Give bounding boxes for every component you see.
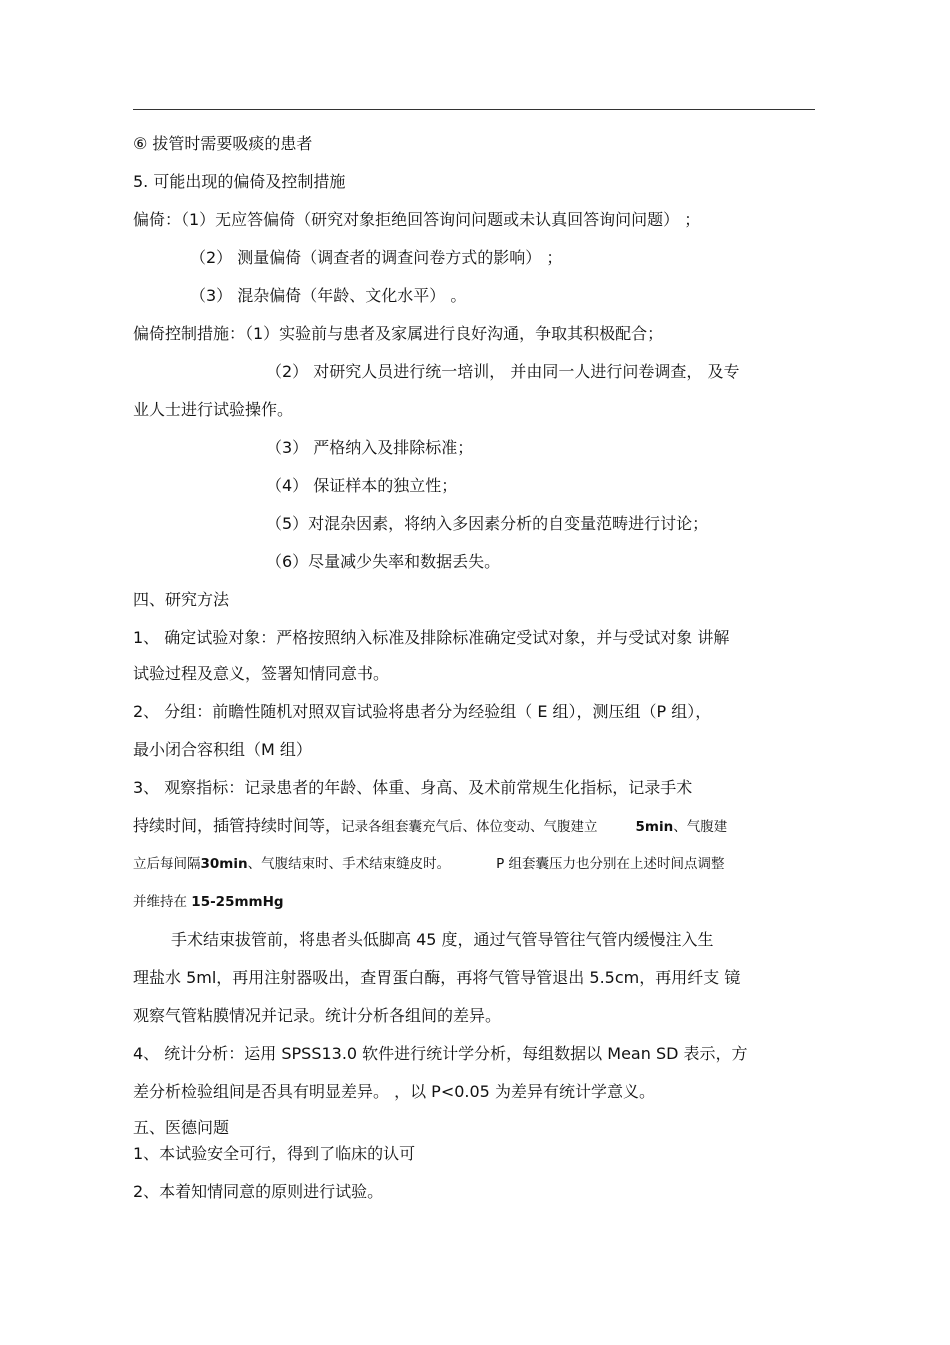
mixed-line (133, 853, 725, 875)
text-line: （5）对混杂因素，将纳入多因素分析的自变量范畴进行讨论； (266, 514, 709, 533)
text-line: 2、本着知情同意的原则进行试验。 (133, 1182, 384, 1201)
header-rule (133, 109, 815, 110)
text-line: 5. 可能出现的偏倚及控制措施 (133, 172, 346, 191)
text-span: 并维持在 (133, 894, 187, 910)
text-line: 观察气管粘膜情况并记录。统计分析各组间的差异。 (133, 1006, 502, 1025)
text-line: 1、本试验安全可行，得到了临床的认可 (133, 1144, 416, 1163)
text-line: 最小闭合容积组（M 组） (133, 740, 312, 759)
text-line: 1、 确定试验对象：严格按照纳入标准及排除标准确定受试对象，并与受试对象 讲解 (133, 628, 730, 647)
text-span: 持续时间，插管持续时间等， (133, 816, 342, 835)
text-line: （2） 对研究人员进行统一培训， 并由同一人进行问卷调查， 及专 (266, 362, 740, 381)
text-line: 差分析检验组间是否具有明显差异。 ，以 P<0.05 为差异有统计学意义。 (133, 1082, 655, 1101)
text-line: 手术结束拔管前，将患者头低脚高 45 度，通过气管导管往气管内缓慢注入生 (171, 930, 714, 949)
text-span: 记录各组套囊充气后、体位变动、气腹建立 (341, 819, 598, 835)
text-span: 15-25mmHg (191, 894, 284, 910)
text-line: 试验过程及意义，签署知情同意书。 (133, 664, 390, 683)
text-span: 立后每间隔 (133, 856, 201, 872)
text-line: 2、 分组：前瞻性随机对照双盲试验将患者分为经验组（ E 组），测压组（P 组）， (133, 702, 712, 721)
section-heading: 五、医德问题 (133, 1118, 230, 1137)
text-line: （3） 混杂偏倚（年龄、文化水平） 。 (190, 286, 467, 305)
text-line: （4） 保证样本的独立性； (266, 476, 458, 495)
text-line: 业人士进行试验操作。 (133, 400, 294, 419)
text-line: （3） 严格纳入及排除标准； (266, 438, 474, 457)
text-span: 、气腹结束时、手术结束缝皮时。 (247, 856, 451, 872)
text-line: 偏倚控制措施：（1）实验前与患者及家属进行良好沟通，争取其积极配合； (133, 324, 664, 343)
text-span: 5min (635, 819, 674, 835)
mixed-line (133, 891, 284, 913)
text-span: 、气腹建 (673, 819, 728, 835)
text-line: 3、 观察指标：记录患者的年龄、体重、身高、及术前常规生化指标，记录手术 (133, 778, 693, 797)
section-heading: 四、研究方法 (133, 590, 230, 609)
text-line: 理盐水 5ml，再用注射器吸出，查胃蛋白酶，再将气管导管退出 5.5cm，再用纤支 镜 (133, 968, 741, 987)
mixed-line (133, 815, 727, 838)
text-line: （6）尽量减少失率和数据丢失。 (266, 552, 501, 571)
text-line: 4、 统计分析：运用 SPSS13.0 软件进行统计学分析，每组数据以 Mean SD 表示，方 (133, 1044, 748, 1063)
text-span: P 组套囊压力也分别在上述时间点调整 (496, 856, 725, 872)
text-line: ⑥ 拔管时需要吸痰的患者 (133, 134, 313, 153)
text-line: 偏倚：（1）无应答偏倚（研究对象拒绝回答询问问题或未认真回答询问问题） ； (133, 210, 701, 229)
text-line: （2） 测量偏倚（调查者的调查问卷方式的影响） ； (190, 248, 563, 267)
text-span: 30min (200, 856, 248, 872)
